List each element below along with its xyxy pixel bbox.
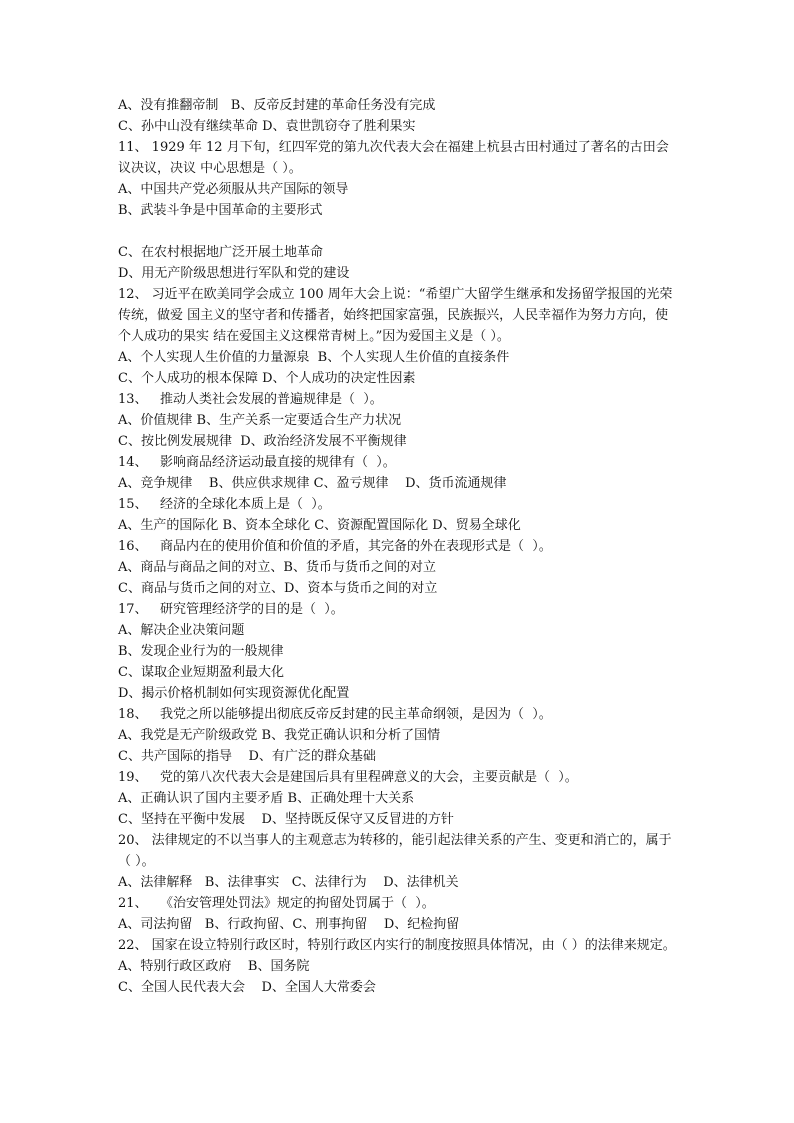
question-17: 17、 研究管理经济学的目的是（ ）。 <box>118 602 344 617</box>
option-line: D、揭示价格机制如何实现资源优化配置 <box>118 686 350 701</box>
question-14: 14、 影响商品经济运动最直接的规律有（ ）。 <box>118 455 396 470</box>
option-line: A、特别行政区政府 B、国务院 <box>118 959 310 974</box>
option-line: A、法律解释 B、法律事实 C、法律行为 D、法律机关 <box>118 875 459 890</box>
question-20: 20、 法律规定的不以当事人的主观意志为转移的，能引起法律关系的产生、变更和消亡的，属于（ ）。 <box>118 833 672 869</box>
option-line: A、司法拘留 B、行政拘留、C、刑事拘留 D、纪检拘留 <box>118 917 460 932</box>
question-18: 18、 我党之所以能够提出彻底反帝反封建的民主革命纲领，是因为（ ）。 <box>118 707 552 722</box>
question-19: 19、 党的第八次代表大会是建国后具有里程碑意义的大会，主要贡献是（ ）。 <box>118 770 578 785</box>
question-11: 11、 1929 年 12 月下旬，红四军党的第九次代表大会在福建上杭县古田村通过了著名的古田会议决议，决议 中心思想是（ ）。 <box>118 140 669 176</box>
option-line: A、没有推翻帝制 B、反帝反封建的革命任务没有完成 <box>118 98 436 113</box>
question-15: 15、 经济的全球化本质上是（ ）。 <box>118 497 331 512</box>
option-line: A、生产的国际化 B、资本全球化 C、资源配置国际化 D、贸易全球化 <box>118 518 521 533</box>
question-16: 16、 商品内在的使用价值和价值的矛盾，其完备的外在表现形式是（ ）。 <box>118 539 552 554</box>
option-line: B、发现企业行为的一般规律 <box>118 644 284 659</box>
question-22: 22、 国家在设立特别行政区时，特别行政区内实行的制度按照具体情况，由（ ）的法律来规定。 <box>118 938 676 953</box>
option-line: A、解决企业决策问题 <box>118 623 245 638</box>
blank-line <box>118 221 678 242</box>
option-line: A、商品与商品之间的对立、B、货币与货币之间的对立 <box>118 560 436 575</box>
option-line: A、我党是无产阶级政党 B、我党正确认识和分析了国情 <box>118 728 441 743</box>
option-line: A、个人实现人生价值的力量源泉 B、个人实现人生价值的直接条件 <box>118 350 510 365</box>
question-12: 12、 习近平在欧美同学会成立 100 周年大会上说：“希望广大留学生继承和发扬留学报国的光荣传统，做爱 国主义的坚守者和传播者，始终把国家富强，民族振兴，人民幸福作为努力方向，使个人成功的果实 结在爱国主义这棵常青树上。”因为爱国主义是（ ）。 <box>118 287 673 344</box>
option-line: C、按比例发展规律 D、政治经济发展不平衡规律 <box>118 434 407 449</box>
option-line: C、全国人民代表大会 D、全国人大常委会 <box>118 980 376 995</box>
option-line: C、在农村根据地广泛开展土地革命 <box>118 245 323 260</box>
option-line: C、坚持在平衡中发展 D、坚持既反保守又反冒进的方针 <box>118 812 454 827</box>
question-13: 13、 推动人类社会发展的普遍规律是（ ）。 <box>118 392 383 407</box>
option-line: C、商品与货币之间的对立、D、资本与货币之间的对立 <box>118 581 438 596</box>
option-line: C、共产国际的指导 D、有广泛的群众基础 <box>118 749 376 764</box>
option-line: A、竞争规律 B、供应供求规律 C、盈亏规律 D、货币流通规律 <box>118 476 507 491</box>
document-page <box>118 95 678 998</box>
option-line: A、价值规律 B、生产关系一定要适合生产力状况 <box>118 413 402 428</box>
option-line: A、正确认识了国内主要矛盾 B、正确处理十大关系 <box>118 791 415 806</box>
option-line: C、谋取企业短期盈利最大化 <box>118 665 284 680</box>
option-line: C、孙中山没有继续革命 D、袁世凯窃夺了胜利果实 <box>118 119 416 134</box>
option-line: B、武装斗争是中国革命的主要形式 <box>118 203 323 218</box>
option-line: C、个人成功的根本保障 D、个人成功的决定性因素 <box>118 371 416 386</box>
question-21: 21、 《治安管理处罚法》规定的拘留处罚属于（ ）。 <box>118 896 435 911</box>
option-line: D、用无产阶级思想进行军队和党的建设 <box>118 266 350 281</box>
option-line: A、中国共产党必须服从共产国际的领导 <box>118 182 349 197</box>
